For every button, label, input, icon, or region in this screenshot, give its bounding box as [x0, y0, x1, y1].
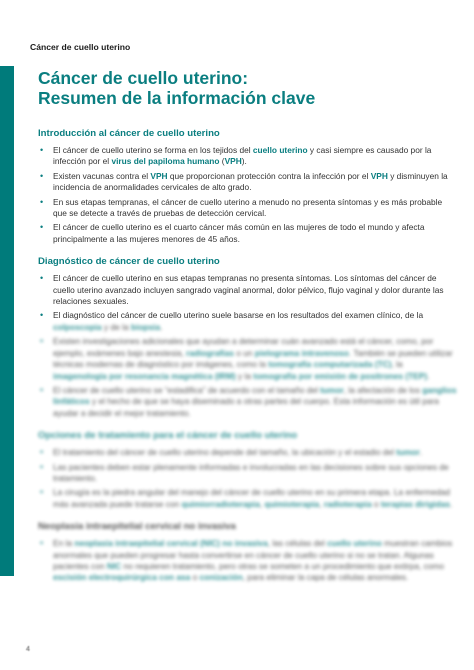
page-title [38, 68, 458, 108]
section-neoplasia [38, 521, 458, 584]
glossary-link[interactable]: tomografía computarizada (TC) [268, 359, 392, 370]
glossary-link[interactable]: neoplasia intraepitelial cervical (NIC) no invasiva [74, 538, 268, 549]
text-run: . [427, 370, 430, 381]
text-run: no requieren tratamiento, pero otras se someten a un procedimiento que extirpa, como [121, 560, 444, 571]
bullet-item [38, 336, 458, 382]
text-run: que proporcionan protección contra la infección por el [167, 170, 371, 181]
glossary-link[interactable]: tumor [320, 384, 344, 395]
glossary-link[interactable]: tomografía por emisión de positrones (TEP) [253, 370, 428, 381]
text-run: y de la [101, 321, 131, 332]
glossary-link[interactable]: cuello uterino [252, 145, 308, 155]
running-header: Cáncer de cuello uterino [30, 42, 131, 52]
glossary-link[interactable]: NIC [106, 560, 122, 571]
section-heading-neoplasia: Neoplasia intraepitelial cervical no invasiva [38, 521, 236, 533]
text-run: En la [53, 538, 75, 549]
glossary-link[interactable]: biopsia [130, 321, 161, 332]
section-heading-diagnosis: Diagnóstico de cáncer de cuello uterino [38, 256, 220, 268]
text-run: ). [241, 156, 247, 167]
bullet-item: • Las pacientes deben estar plenamente informadas e involucradas en las decisiones sobre sus opciones de tratamiento. [38, 462, 458, 485]
bullet-item [38, 385, 458, 419]
document-body [38, 128, 458, 587]
text-run: El cáncer de cuello uterino se “estadifica” de acuerdo con el tamaño del [53, 384, 321, 395]
section-heading-treatment: Opciones de tratamiento para el cáncer de cuello uterino [38, 430, 298, 442]
glossary-link[interactable]: pielograma intravenoso [254, 347, 349, 358]
text-run: y casi siempre es causado por la infección por el [53, 145, 432, 167]
glossary-link[interactable]: VPH [370, 170, 388, 181]
glossary-link[interactable]: ganglios linfáticos [53, 384, 457, 407]
text-run: El tratamiento del cáncer de cuello uterino depende del tamaño, la ubicación y el estadio del [53, 447, 397, 458]
text-run: o un [233, 347, 255, 358]
text-run: Existen investigaciones adicionales que ayudan a determinar cuán avanzado está el cáncer, como, por ejemplo, exámenes bajo anestesia, [53, 336, 434, 358]
page-title-line-1: Cáncer de cuello uterino: [38, 68, 249, 88]
glossary-link[interactable]: quimiorradioterapia [181, 498, 260, 509]
section-heading-introduction: Introducción al cáncer de cuello uterino [38, 128, 220, 139]
text-run: , la afectación de los [343, 384, 423, 395]
section-introduction [38, 128, 458, 245]
text-run: o [371, 498, 381, 509]
glossary-link[interactable]: colposcopia [53, 321, 102, 332]
text-run: El cáncer de cuello uterino se forma en los tejidos del [53, 145, 253, 155]
bullet-item: • El cáncer de cuello uterino en sus etapas tempranas no presenta síntomas. Los síntomas del cáncer de cuello uterino avanzado incluyen sangrado vaginal anormal, dolor pélvico, flujo vaginal y dolor durante las relaciones sexuales. [38, 273, 458, 307]
text-run: Existen vacunas contra el [53, 170, 151, 181]
section-treatment [38, 430, 458, 510]
text-run: . [160, 321, 163, 332]
section-diagnosis [38, 256, 458, 419]
glossary-link[interactable]: escisión electroquirúrgica con asa [53, 572, 191, 583]
glossary-link[interactable]: radioterapia [323, 498, 372, 509]
bullet-item [38, 310, 458, 333]
text-run: . También se pueden utilizar técnicas modernas de diagnóstico por imágenes, como la [53, 347, 453, 370]
bullet-list-neoplasia [38, 538, 458, 584]
text-run: y la [235, 370, 254, 381]
text-run: El diagnóstico del cáncer de cuello uterino suele basarse en los resultados del examen clínico, de la [53, 310, 424, 321]
glossary-link[interactable]: VPH [224, 156, 242, 167]
text-run: La cirugía es la piedra angular del manejo del cáncer de cuello uterino en su primera etapa. La enfermedad más avanzada puede tratarse con [53, 487, 451, 509]
text-run: y el hecho de que se haya diseminado a otras partes del cuerpo. Esta información es útil para ayudar a decidir el mejor tratamiento. [53, 396, 439, 418]
bullet-list-introduction [38, 145, 458, 245]
text-run: , [259, 498, 265, 509]
bullet-list-diagnosis [38, 273, 458, 333]
text-run: . [449, 498, 453, 509]
glossary-link[interactable]: conización [199, 572, 243, 583]
page-number: 4 [26, 646, 30, 653]
glossary-link[interactable]: cuello uterino [327, 538, 382, 549]
bullet-item [38, 145, 458, 168]
text-run: , para eliminar la capa de células anormales. [242, 572, 409, 583]
text-run: y disminuyen la incidencia de anormalidades cervicales de alto grado. [53, 170, 448, 193]
bullet-list-treatment [38, 447, 458, 510]
text-run: . [419, 447, 423, 458]
bullet-item [38, 487, 458, 510]
glossary-link[interactable]: terapias dirigidas [380, 498, 450, 509]
text-run: ( [219, 156, 225, 167]
text-run: , [319, 498, 324, 509]
glossary-link[interactable]: quimioterapia [264, 498, 320, 509]
text-run: muestran cambios anormales que pueden progresar hasta convertirse en cáncer de cuello uterino si no se tratan. Algunas pacientes con [53, 538, 453, 571]
glossary-link[interactable]: virus del papiloma humano [111, 156, 220, 167]
glossary-link[interactable]: radiografías [186, 347, 234, 358]
bullet-item [38, 171, 458, 194]
bullet-item: • El cáncer de cuello uterino es el cuarto cáncer más común en las mujeres de todo el mundo y afecta principalmente a las mujeres menores de 45 años. [38, 222, 458, 245]
bullet-item: • En sus etapas tempranas, el cáncer de cuello uterino a menudo no presenta síntomas y es más probable que se detecte a través de pruebas de detección cervical. [38, 197, 458, 220]
accent-sidebar-bar [0, 66, 14, 576]
glossary-link[interactable]: imagenología por resonancia magnética (IRM) [53, 370, 236, 381]
bullet-item [38, 538, 458, 584]
text-run: o [190, 572, 200, 583]
glossary-link[interactable]: tumor [396, 447, 420, 458]
glossary-link[interactable]: VPH [150, 170, 168, 181]
bullet-item [38, 447, 458, 458]
text-run: , las células del [267, 538, 328, 549]
text-run: , la [391, 359, 403, 370]
page-title-line-2: Resumen de la información clave [38, 88, 316, 108]
bullet-list-diagnosis-blurred [38, 336, 458, 419]
